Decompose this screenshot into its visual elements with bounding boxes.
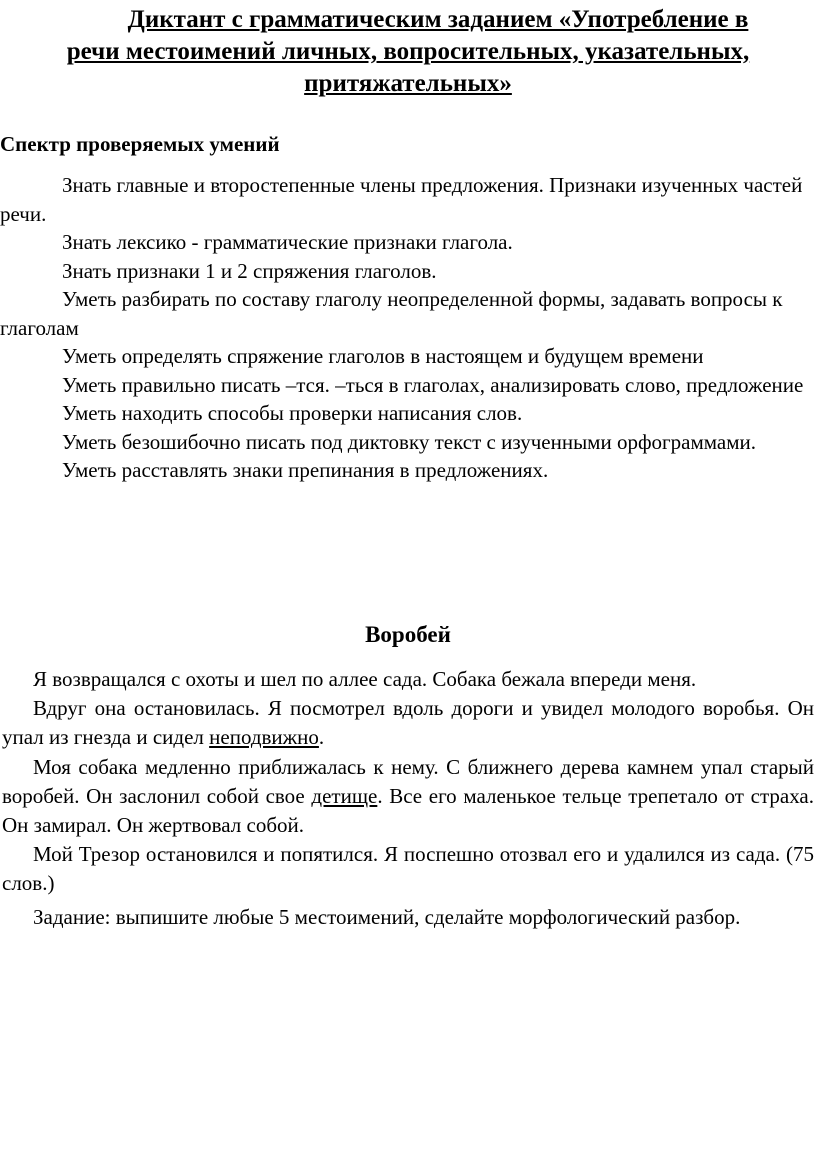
skill-item: Знать главные и второстепенные члены предложения. Признаки изученных частей речи.	[0, 173, 803, 226]
story-paragraph-1: Я возвращался с охоты и шел по аллее сада. Собака бежала впереди меня.	[33, 667, 697, 691]
skill-item: Знать признаки 1 и 2 спряжения глаголов.	[62, 258, 437, 283]
underlined-word: детище	[311, 783, 378, 808]
skills-list	[0, 171, 816, 485]
title-line-1: Диктант с грамматическим заданием «Употребление в	[127, 6, 749, 33]
story-paragraph-2	[2, 694, 814, 752]
title-line-3: притяжательных»	[304, 70, 512, 97]
document-title	[0, 4, 816, 100]
story-text-run: Моя собака медленно приближалась к нему. С ближнего дерева камнем упал старый воробей. Он заслонил собой свое	[2, 754, 814, 808]
skill-item: Уметь определять спряжение глаголов в настоящем и будущем времени	[62, 344, 704, 368]
skill-item: Уметь находить способы проверки написания слов.	[62, 401, 523, 425]
skills-heading: Спектр проверяемых умений	[0, 132, 280, 156]
title-line-2: речи местоимений личных, вопросительных, указательных,	[66, 38, 750, 65]
story-text-run: . Все его маленькое тельце трепетало от страха. Он замирал. Он жертвовал собой.	[2, 783, 814, 838]
story-paragraph-3	[2, 753, 814, 841]
skill-item: Знать лексико - грамматические признаки глагола.	[62, 230, 513, 254]
story-text-run: .	[318, 725, 325, 750]
story-title: Воробей	[365, 622, 451, 647]
story-paragraph-4: Мой Трезор остановился и попятился. Я поспешно отозвал его и удалился из сада. (75 слов.)	[2, 842, 814, 896]
story-text-run: Вдруг она остановилась. Я посмотрел вдоль дороги и увидел молодого воробья. Он упал из гнезда и сидел	[2, 696, 814, 750]
task-text: Задание: выпишите любые 5 местоимений, сделайте морфологический разбор.	[33, 905, 741, 929]
skill-item: Уметь разбирать по составу глаголу неопределенной формы, задавать вопросы к глаголам	[0, 287, 783, 340]
story-text	[2, 665, 814, 899]
skill-item: Уметь расставлять знаки препинания в предложениях.	[62, 458, 549, 482]
skill-item: Уметь правильно писать –тся. –ться в глаголах, анализировать слово, предложение	[62, 372, 804, 397]
skill-item: Уметь безошибочно писать под диктовку текст с изученными орфограммами.	[62, 429, 757, 454]
underlined-word: неподвижно	[209, 725, 319, 750]
